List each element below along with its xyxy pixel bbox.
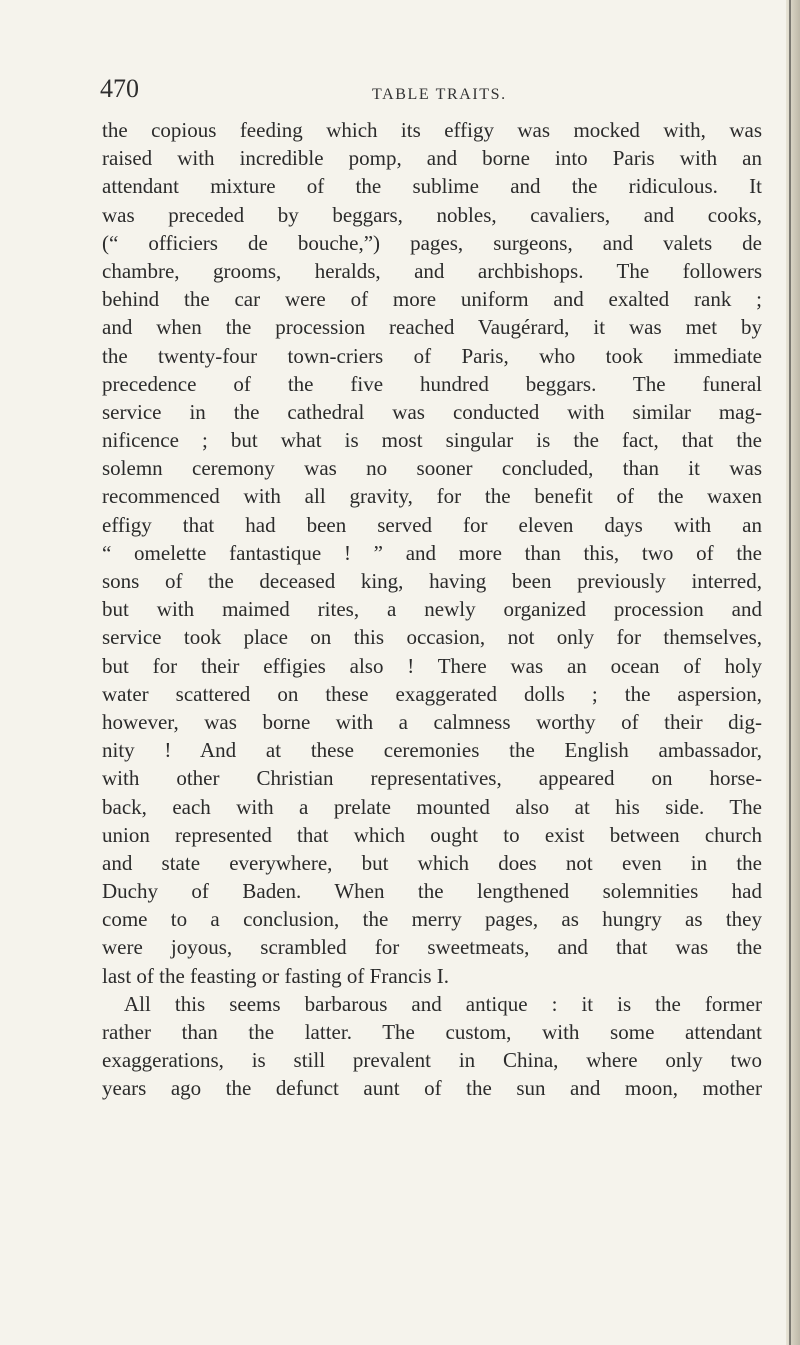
text-line: Duchy of Baden. When the lengthened solemnities had [102, 879, 762, 904]
text-line: were joyous, scrambled for sweetmeats, and that was the [102, 935, 762, 960]
text-line: effigy that had been served for eleven days with an [102, 512, 762, 537]
text-line: service in the cathedral was conducted with similar mag- [102, 399, 762, 424]
text-line: the twenty-four town-criers of Paris, who took immediate [102, 343, 762, 368]
text-line: however, was borne with a calmness worthy of their dig- [102, 709, 762, 734]
text-line: behind the car were of more uniform and exalted rank ; [102, 287, 762, 312]
page-edge-line [789, 0, 791, 1345]
text-line: chambre, grooms, heralds, and archbishops. The followers [102, 258, 762, 283]
text-line: years ago the defunct aunt of the sun and moon, mother [102, 1076, 762, 1101]
running-head: TABLE TRAITS. [372, 86, 507, 103]
text-line: water scattered on these exaggerated dolls ; the aspersion, [102, 681, 762, 706]
text-line: union represented that which ought to exist between church [102, 822, 762, 847]
text-line: “ omelette fantastique ! ” and more than this, two of the [102, 540, 762, 565]
text-line: was preceded by beggars, nobles, cavaliers, and cooks, [102, 202, 762, 227]
page-number: 470 [100, 74, 139, 103]
text-line: raised with incredible pomp, and borne into Paris with an [102, 146, 762, 171]
text-line: nificence ; but what is most singular is the fact, that the [102, 428, 762, 453]
text-line: exaggerations, is still prevalent in China, where only two [102, 1048, 762, 1073]
page-header [100, 70, 760, 106]
text-line: back, each with a prelate mounted also at his side. The [102, 794, 762, 819]
text-line: solemn ceremony was no sooner concluded, than it was [102, 456, 762, 481]
text-line: but for their effigies also ! There was an ocean of holy [102, 653, 762, 678]
text-line: with other Christian representatives, appeared on horse- [102, 766, 762, 791]
text-line: (“ officiers de bouche,”) pages, surgeons, and valets de [102, 230, 762, 255]
text-line: recommenced with all gravity, for the benefit of the waxen [102, 484, 762, 509]
text-line: service took place on this occasion, not only for themselves, [102, 625, 762, 650]
text-line: but with maimed rites, a newly organized procession and [102, 597, 762, 622]
text-line: attendant mixture of the sublime and the ridiculous. It [102, 174, 762, 199]
text-line: rather than the latter. The custom, with some attendant [102, 1020, 762, 1044]
paragraph-first-line: All this seems barbarous and antique : it is the former [124, 991, 762, 1016]
text-line: come to a conclusion, the merry pages, as hungry as they [102, 907, 762, 932]
text-line: precedence of the five hundred beggars. The funeral [102, 371, 762, 396]
body-text [102, 116, 762, 1103]
paragraph-last-line: last of the feasting or fasting of Francis I. [102, 963, 449, 988]
text-line: and when the procession reached Vaugérard, it was met by [102, 315, 762, 340]
text-line: and state everywhere, but which does not even in the [102, 850, 762, 875]
text-line: sons of the deceased king, having been previously interred, [102, 569, 762, 593]
text-line: nity ! And at these ceremonies the English ambassador, [102, 738, 762, 763]
text-line: the copious feeding which its effigy was mocked with, was [102, 118, 762, 142]
